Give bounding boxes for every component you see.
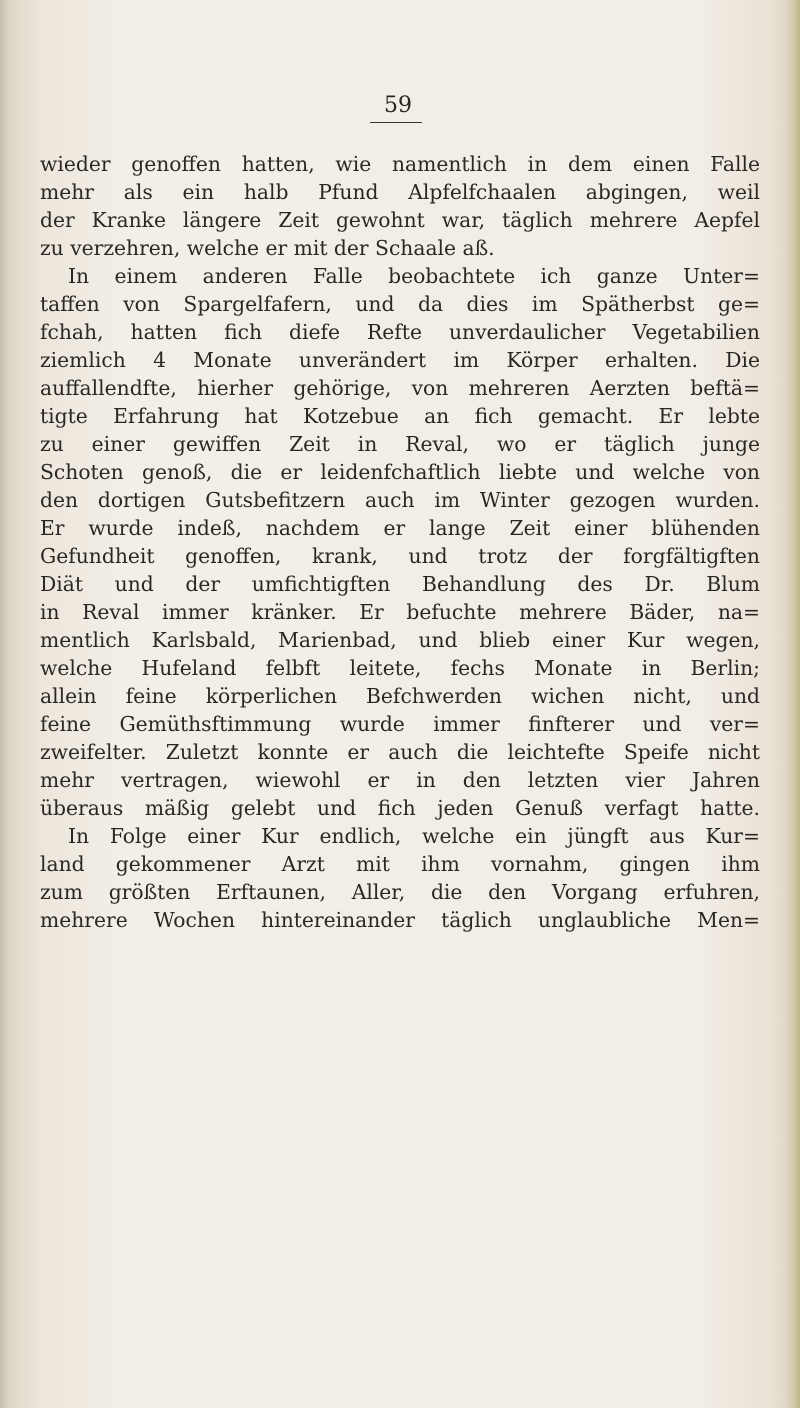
text-line: tigte Erfahrung hat Kotzebue an fich gemacht. Er lebte [40,404,760,428]
page-left-shadow [0,0,10,1408]
text-line: feine Gemüthsftimmung wurde immer finfterer und ver= [40,712,760,736]
page-number: 59 [384,93,412,118]
text-line: In Folge einer Kur endlich, welche ein jüngft aus Kur= [68,824,760,848]
text-line: In einem anderen Falle beobachtete ich ganze Unter= [68,264,760,288]
text-line: mehr vertragen, wiewohl er in den letzten vier Jahren [40,768,760,792]
text-line: ziemlich 4 Monate unverändert im Körper erhalten. Die [40,348,760,372]
text-line: fchah, hatten fich diefe Refte unverdaulicher Vegetabilien [40,320,760,344]
text-line: zu einer gewiffen Zeit in Reval, wo er täglich junge [40,432,760,456]
text-line: der Kranke längere Zeit gewohnt war, täglich mehrere Aepfel [40,208,760,232]
text-line: auffallendfte, hierher gehörige, von mehreren Aerzten beftä= [40,376,760,400]
text-line: in Reval immer kränker. Er befuchte mehrere Bäder, na= [40,600,760,624]
text-line: überaus mäßig gelebt und fich jeden Genuß verfagt hatte. [40,796,760,820]
text-line: allein feine körperlichen Befchwerden wichen nicht, und [40,684,760,708]
text-line: zum größten Erftaunen, Aller, die den Vorgang erfuhren, [40,880,760,904]
text-line: mehrere Wochen hintereinander täglich unglaubliche Men= [40,908,760,932]
page-number-rule [370,122,422,123]
text-line: mentlich Karlsbald, Marienbad, und blieb einer Kur wegen, [40,628,760,652]
text-line: welche Hufeland felbft leitete, fechs Monate in Berlin; [40,656,760,680]
body-text [40,150,760,934]
text-line: Diät und der umfichtigften Behandlung des Dr. Blum [40,572,760,596]
text-line: zu verzehren, welche er mit der Schaale aß. [40,236,495,260]
text-line: wieder genoffen hatten, wie namentlich in dem einen Falle [40,152,760,176]
text-line: Gefundheit genoffen, krank, und trotz der forgfältigften [40,544,760,568]
text-line: land gekommener Arzt mit ihm vornahm, gingen ihm [40,852,760,876]
text-line: Schoten genoß, die er leidenfchaftlich liebte und welche von [40,460,760,484]
text-line: Er wurde indeß, nachdem er lange Zeit einer blühenden [40,516,760,540]
page-right-edge [786,0,800,1408]
text-line: mehr als ein halb Pfund Alpfelfchaalen abgingen, weil [40,180,760,204]
text-line: den dortigen Gutsbefitzern auch im Winter gezogen wurden. [40,488,760,512]
text-line: taffen von Spargelfafern, und da dies im Spätherbst ge= [40,292,760,316]
text-line: zweifelter. Zuletzt konnte er auch die leichtefte Speife nicht [40,740,760,764]
